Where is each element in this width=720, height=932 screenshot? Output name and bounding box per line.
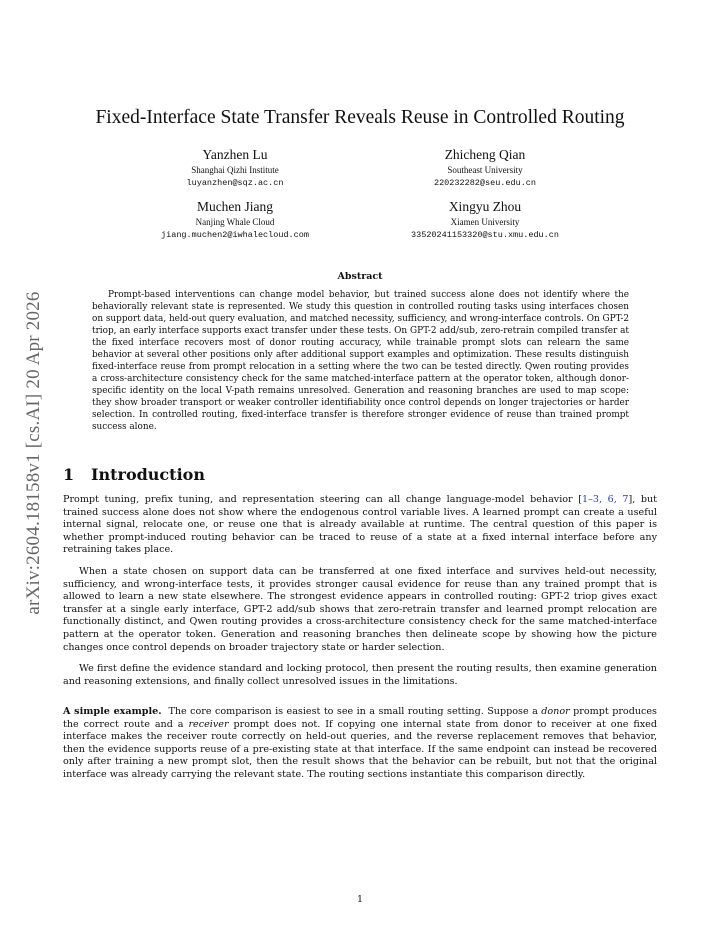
- example-paragraph: [63, 706, 657, 782]
- paragraph-text: prompt does not. If copying one internal state from donor to receiver at one fixed interface makes the receiver route correctly on held-out queries, and the reverse replacement removes that behavior, then the evidence supports reuse of a pre-existing state at that interface. If the same endpoint can instead be recovered only after training a new prompt slot, then the result shows that the behavior can be rebuilt, but not that the original interface was already carrying the relevant state. The routing sections instantiate this comparison directly.: [63, 718, 658, 780]
- paper-title: Fixed-Interface State Transfer Reveals Reuse in Controlled Routing: [95, 107, 625, 128]
- author-name: Xingyu Zhou: [448, 199, 522, 214]
- emphasis-text: donor: [541, 706, 570, 717]
- arxiv-sidebar: [22, 263, 46, 643]
- paragraph-text: prompt produces the correct route and a: [63, 706, 657, 730]
- paragraph-text: ], but trained success alone does not show where the endogenous control variable lives. A learned prompt can create a useful internal signal, relocate one, or reuse one that is already available at runtime. The central question of this paper is whether prompt-induced routing behavior can be traced to reuse of a state at a fixed internal interface before any retraining takes place.: [63, 494, 657, 556]
- author-email[interactable]: luyanzhen@sqz.ac.cn: [186, 178, 284, 188]
- author-affiliation: Nanjing Whale Cloud: [195, 217, 275, 227]
- author-name: Muchen Jiang: [196, 199, 274, 214]
- paragraph-run-in-heading: A simple example.: [63, 706, 162, 717]
- author-block: [355, 199, 615, 240]
- arxiv-identifier: arXiv:2604.18158v1 [cs.AI] 20 Apr 2026: [23, 291, 44, 615]
- abstract-text: Prompt-based interventions can change model behavior, but trained success alone does not identify where the behaviorally relevant state is represented. We study this question in controlled routing tasks using interfaces chosen on support data, held-out query evaluation, and matched necessity, sufficiency, and wrong-interface controls. On GPT-2 triop, an early interface supports exact transfer under these tests. On GPT-2 add/sub, zero-retrain compiled transfer at the fixed interface recovers most of donor routing accuracy, while trainable prompt slots can relearn the same behavior at several other positions only after additional support examples and optimization. These results distinguish fixed-interface reuse from prompt relocation in a setting where the two can be tested directly. Qwen routing provides a cross-architecture consistency check for the same matched-interface pattern at the operator token, although donor-specific identity on the local V-path remains unresolved. Generation and reasoning branches are used to map scope: they show broader transport or weaker controller identifiability once control depends on longer trajectories or harder selection. In controlled routing, fixed-interface transfer is therefore stronger evidence of reuse than trained prompt success alone.: [92, 290, 630, 432]
- section-heading: [63, 465, 205, 484]
- author-email[interactable]: 33520241153320@stu.xmu.edu.cn: [411, 230, 559, 240]
- section-title: Introduction: [91, 465, 205, 484]
- author-block: [355, 147, 615, 188]
- body-paragraph: When a state chosen on support data can be transferred at one fixed interface and survives held-out necessity, sufficiency, and wrong-interface tests, it provides stronger causal evidence for reuse than any trained prompt that is allowed to learn a new state elsewhere. The strongest evidence appears in controlled routing: GPT-2 triop gives exact transfer at a single early interface, GPT-2 add/sub shows that zero-retrain transfer and learned prompt relocation are functionally distinct, and Qwen routing provides a cross-architecture consistency check for the same matched-interface pattern at the operator token. Generation and reasoning branches then delineate scope by showing how the picture changes once control depends on broader trajectory state or harder selection.: [63, 566, 657, 653]
- author-affiliation: Shanghai Qizhi Institute: [191, 165, 279, 175]
- author-block: [105, 147, 365, 188]
- body-paragraph: [63, 494, 657, 557]
- author-email[interactable]: 220232282@seu.edu.cn: [433, 178, 537, 188]
- author-name: Yanzhen Lu: [202, 147, 268, 162]
- paragraph-text: Prompt tuning, prefix tuning, and representation steering can all change language-model behavior [: [63, 494, 582, 505]
- author-block: [105, 199, 365, 240]
- author-name: Zhicheng Qian: [444, 147, 526, 162]
- page-number: 1: [356, 894, 364, 905]
- citation-link[interactable]: 1–3, 6, 7: [581, 494, 629, 505]
- paragraph-text: The core comparison is easiest to see in a small routing setting. Suppose a: [168, 706, 542, 717]
- author-affiliation: Xiamen University: [450, 217, 520, 227]
- author-email[interactable]: jiang.muchen2@iwhalecloud.com: [161, 230, 309, 240]
- author-affiliation: Southeast University: [447, 165, 523, 175]
- emphasis-text: receiver: [188, 718, 229, 730]
- abstract-heading: Abstract: [337, 271, 383, 282]
- body-paragraph: We first define the evidence standard and locking protocol, then present the routing results, then examine generation and reasoning extensions, and finally collect unresolved issues in the limitations.: [63, 663, 657, 687]
- section-number: 1: [63, 465, 75, 484]
